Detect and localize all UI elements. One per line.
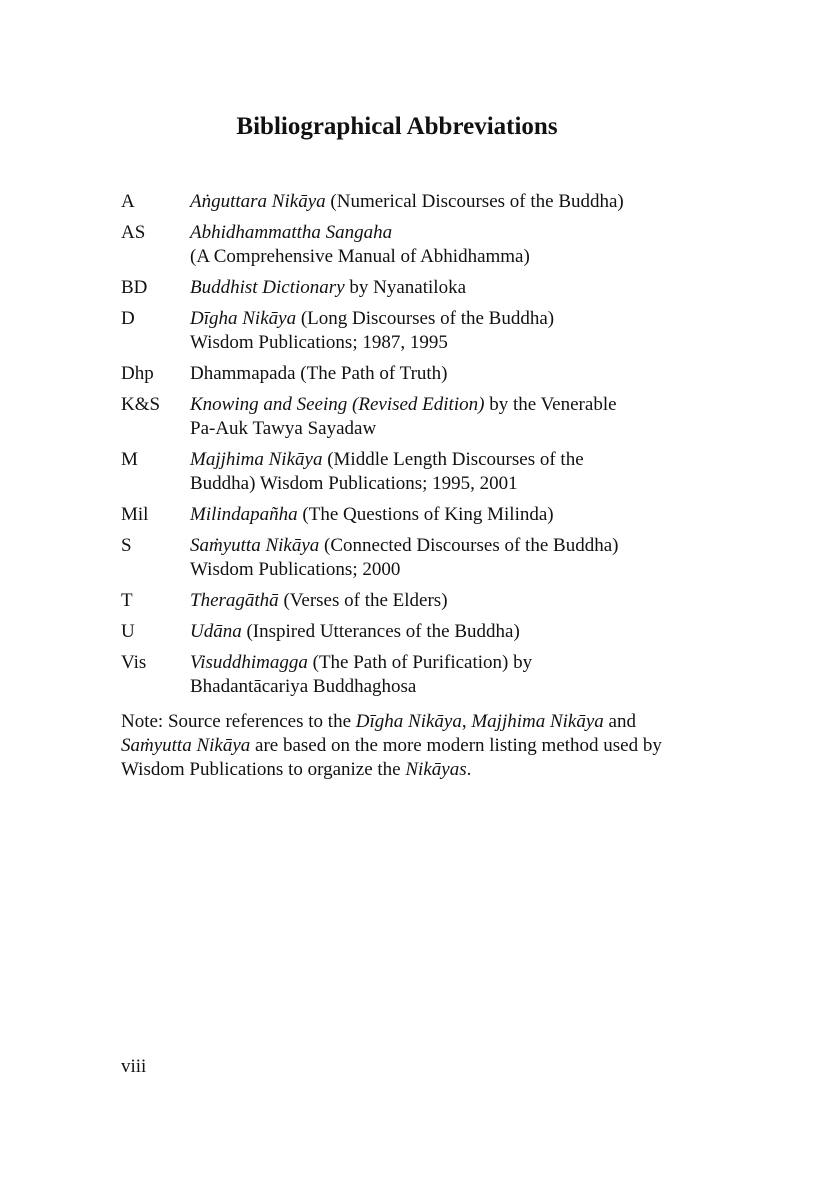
work-title: Buddhist Dictionary bbox=[190, 277, 345, 298]
note-title: Nikāyas bbox=[405, 759, 467, 780]
abbreviation-description bbox=[190, 589, 721, 613]
work-title: Knowing and Seeing (Revised Edition) bbox=[190, 394, 485, 415]
abbreviation-entry bbox=[121, 276, 721, 300]
abbreviation-code: AS bbox=[121, 222, 146, 243]
abbreviation-code: Dhp bbox=[121, 363, 154, 384]
work-description: Dhammapada (The Path of Truth) bbox=[190, 363, 448, 384]
work-description: (The Questions of King Milinda) bbox=[297, 504, 554, 525]
abbreviation-code: M bbox=[121, 449, 138, 470]
abbreviation-entry bbox=[121, 620, 721, 644]
work-details: (A Comprehensive Manual of Abhidhamma) bbox=[190, 246, 530, 267]
work-description: by Nyanatiloka bbox=[344, 277, 466, 298]
abbreviation-description bbox=[190, 651, 721, 699]
abbreviation-description bbox=[190, 448, 721, 496]
abbreviation-description bbox=[190, 393, 721, 441]
work-title: Milindapañha bbox=[190, 504, 298, 525]
work-details: Bhadantācariya Buddhaghosa bbox=[190, 676, 417, 697]
work-description: (Numerical Discourses of the Buddha) bbox=[325, 191, 624, 212]
abbreviation-entry bbox=[121, 362, 721, 386]
abbreviation-entry bbox=[121, 503, 721, 527]
abbreviation-code: S bbox=[121, 535, 132, 556]
abbreviation-list bbox=[121, 190, 721, 706]
work-details: Wisdom Publications; 1987, 1995 bbox=[190, 332, 448, 353]
note-title: Dīgha Nikāya bbox=[355, 711, 462, 732]
abbreviation-description bbox=[190, 362, 721, 386]
note-title: Saṁyutta Nikāya bbox=[121, 735, 251, 756]
work-title: Dīgha Nikāya bbox=[190, 308, 297, 329]
note-text: are based on the more modern listing method used by Wisdom Publications to organize the bbox=[121, 735, 662, 780]
page-number: viii bbox=[121, 1056, 147, 1077]
abbreviation-description bbox=[190, 221, 721, 269]
page-title: Bibliographical Abbreviations bbox=[236, 113, 558, 140]
abbreviation-entry bbox=[121, 393, 721, 441]
work-title: Aṅguttara Nikāya bbox=[190, 191, 326, 212]
abbreviation-entry bbox=[121, 221, 721, 269]
work-description: (Connected Discourses of the Buddha) bbox=[319, 535, 619, 556]
abbreviation-description bbox=[190, 620, 721, 644]
note-text: Note: Source references to the bbox=[121, 711, 356, 732]
abbreviation-description bbox=[190, 276, 721, 300]
note-text: and bbox=[603, 711, 636, 732]
work-title: Visuddhimagga bbox=[190, 652, 308, 673]
work-description: (Long Discourses of the Buddha) bbox=[296, 308, 555, 329]
abbreviation-code: A bbox=[121, 191, 135, 212]
abbreviation-code: Mil bbox=[121, 504, 149, 525]
work-description: (The Path of Purification) by bbox=[307, 652, 533, 673]
note-text: , bbox=[461, 711, 472, 732]
abbreviation-code: Vis bbox=[121, 652, 147, 673]
work-title: Theragāthā bbox=[190, 590, 279, 611]
note-text: . bbox=[466, 759, 472, 780]
abbreviation-description bbox=[190, 307, 721, 355]
work-title: Abhidhammattha Sangaha bbox=[190, 222, 393, 243]
abbreviation-code: K&S bbox=[121, 394, 161, 415]
work-title: Saṁyutta Nikāya bbox=[190, 535, 320, 556]
work-details: Pa-Auk Tawya Sayadaw bbox=[190, 418, 377, 439]
abbreviation-entry bbox=[121, 534, 721, 582]
abbreviation-description bbox=[190, 190, 721, 214]
abbreviation-code: D bbox=[121, 308, 135, 329]
abbreviation-entry bbox=[121, 651, 721, 699]
abbreviation-code: T bbox=[121, 590, 133, 611]
abbreviation-code: U bbox=[121, 621, 135, 642]
work-description: (Inspired Utterances of the Buddha) bbox=[241, 621, 520, 642]
abbreviation-description bbox=[190, 503, 721, 527]
source-note bbox=[121, 710, 701, 782]
abbreviation-description bbox=[190, 534, 721, 582]
work-description: (Verses of the Elders) bbox=[278, 590, 448, 611]
work-description: (Middle Length Discourses of the bbox=[322, 449, 584, 470]
abbreviation-entry bbox=[121, 448, 721, 496]
abbreviation-entry bbox=[121, 190, 721, 214]
abbreviation-entry bbox=[121, 307, 721, 355]
work-details: Buddha) Wisdom Publications; 1995, 2001 bbox=[190, 473, 518, 494]
work-details: Wisdom Publications; 2000 bbox=[190, 559, 401, 580]
abbreviation-entry bbox=[121, 589, 721, 613]
work-title: Majjhima Nikāya bbox=[190, 449, 323, 470]
note-title: Majjhima Nikāya bbox=[471, 711, 604, 732]
work-title: Udāna bbox=[190, 621, 242, 642]
work-description: by the Venerable bbox=[484, 394, 617, 415]
abbreviation-code: BD bbox=[121, 277, 148, 298]
